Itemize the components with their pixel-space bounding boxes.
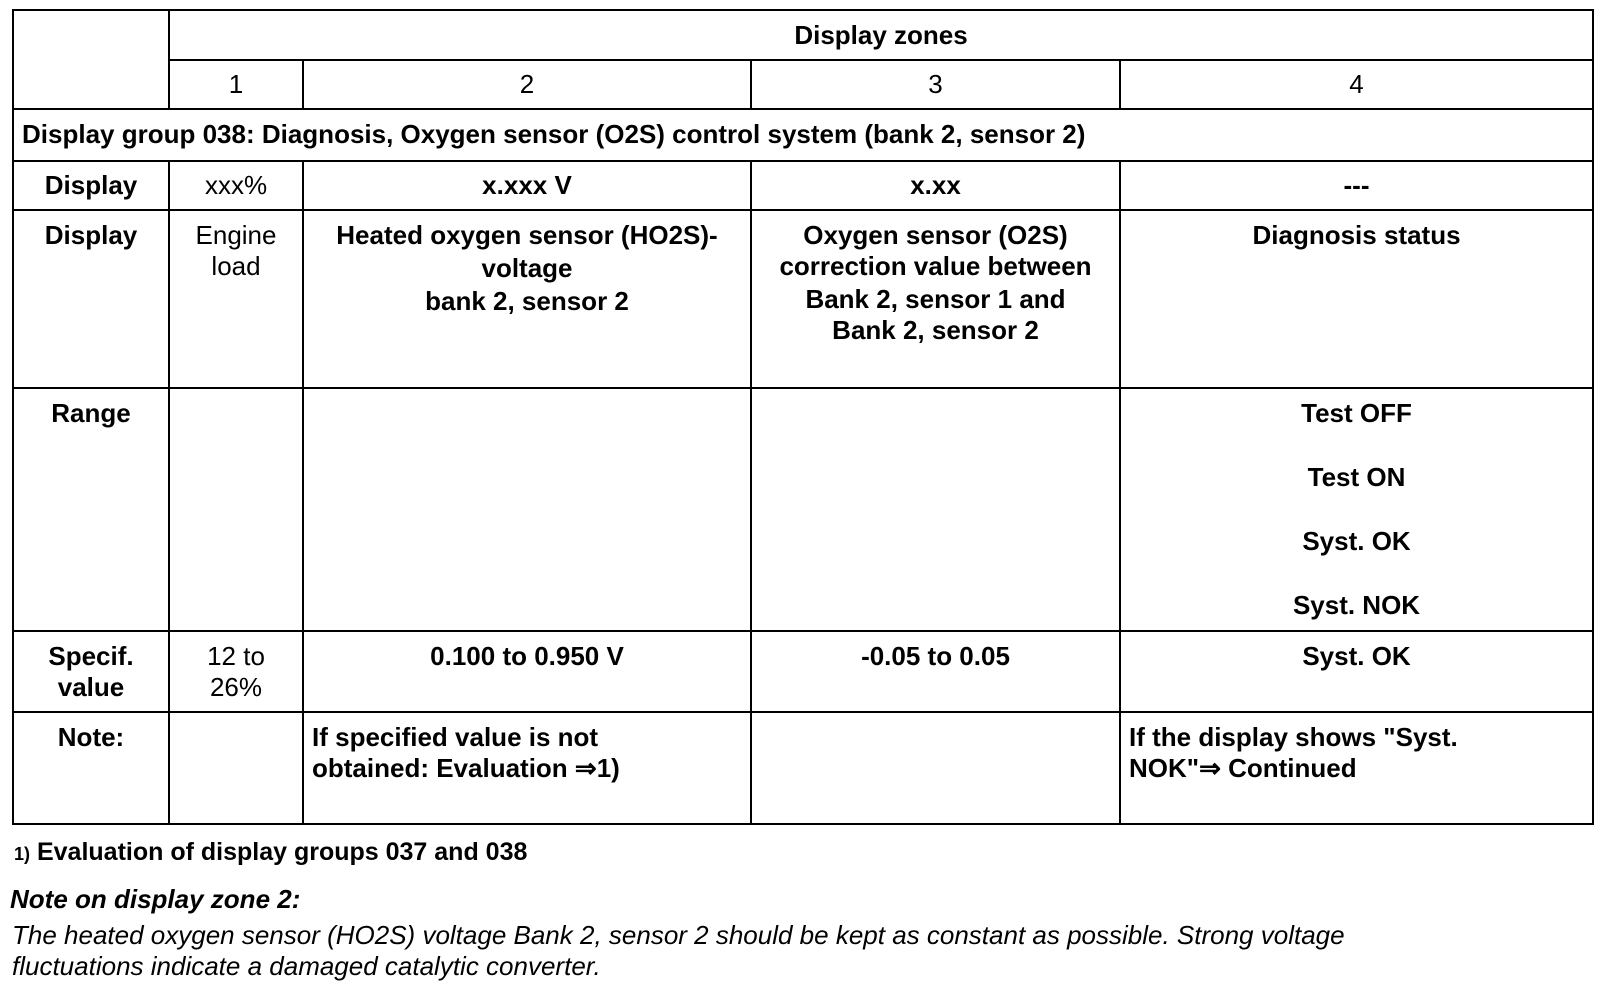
zone1-range: [169, 388, 303, 631]
specif-label-line1: Specif.: [48, 641, 134, 671]
zone1-specif-line2: 26%: [209, 672, 263, 702]
zone4-format: ---: [1120, 161, 1593, 210]
zone3-specif: -0.05 to 0.05: [751, 631, 1120, 712]
zone-number-4: 4: [1120, 60, 1593, 109]
zone2-range: [303, 388, 751, 631]
display-zones-table: [12, 9, 1594, 825]
zone-number-2: 2: [303, 60, 751, 109]
zone1-desc: [169, 210, 303, 388]
note-zone2-title: Note on display zone 2:: [10, 884, 301, 914]
zone2-note: [303, 712, 751, 824]
footnote-mark: 1): [14, 844, 31, 864]
specif-label-line2: value: [57, 672, 125, 702]
zone2-desc-line1: Heated oxygen sensor (HO2S)-: [336, 220, 718, 250]
zone4-range: [1120, 388, 1593, 631]
empty-corner-cell: [13, 10, 169, 109]
zone2-note-line2: obtained: Evaluation ⇒1): [312, 753, 620, 783]
zone3-format: x.xx: [751, 161, 1120, 210]
range-test-on: Test ON: [1307, 462, 1406, 492]
zone2-desc-line3: bank 2, sensor 2: [425, 286, 629, 316]
zone2-desc: [303, 210, 751, 388]
zone3-desc-line4: Bank 2, sensor 2: [832, 315, 1039, 345]
zone1-desc-line2: load: [211, 251, 261, 281]
zone4-note: [1120, 712, 1593, 824]
zone1-specif-line1: 12 to: [207, 641, 265, 671]
range-syst-ok: Syst. OK: [1302, 526, 1411, 556]
zone4-note-line2: NOK"⇒ Continued: [1129, 753, 1357, 783]
zone1-note: [169, 712, 303, 824]
zone4-specif: Syst. OK: [1120, 631, 1593, 712]
zone3-desc-line2: correction value between: [779, 251, 1092, 281]
display-group-title: Display group 038: Diagnosis, Oxygen sensor (O2S) control system (bank 2, sensor 2): [13, 109, 1593, 161]
zone3-note: [751, 712, 1120, 824]
footnote: [14, 838, 527, 867]
zone3-desc-line1: Oxygen sensor (O2S): [803, 220, 1068, 250]
zone2-format: x.xxx V: [303, 161, 751, 210]
footnote-text: Evaluation of display groups 037 and 038: [36, 838, 528, 866]
zone1-desc-line1: Engine: [195, 220, 277, 250]
row-label-range: Range: [13, 388, 169, 631]
zone2-note-line1: If specified value is not: [312, 722, 599, 752]
zone2-desc-line2: voltage: [481, 253, 573, 283]
zone-number-1: 1: [169, 60, 303, 109]
row-label-specif: [13, 631, 169, 712]
row-label-display-desc: Display: [13, 210, 169, 388]
zone2-specif: 0.100 to 0.950 V: [303, 631, 751, 712]
note-zone2-line2: fluctuations indicate a damaged catalytic converter.: [12, 951, 601, 981]
range-syst-nok: Syst. NOK: [1292, 590, 1421, 620]
zone3-range: [751, 388, 1120, 631]
zone-number-3: 3: [751, 60, 1120, 109]
zone3-desc-line3: Bank 2, sensor 1 and: [805, 284, 1066, 314]
zone4-note-line1: If the display shows "Syst.: [1129, 722, 1458, 752]
display-zones-header: Display zones: [169, 10, 1593, 60]
zone1-format: xxx%: [169, 161, 303, 210]
zone4-desc: Diagnosis status: [1120, 210, 1593, 388]
zone1-specif: [169, 631, 303, 712]
range-test-off: Test OFF: [1301, 398, 1412, 428]
zone3-desc: [751, 210, 1120, 388]
note-zone2-body: [12, 920, 1512, 982]
note-zone2-line1: The heated oxygen sensor (HO2S) voltage Bank 2, sensor 2 should be kept as constant as possible. Strong voltage: [12, 920, 1345, 950]
row-label-display-format: Display: [13, 161, 169, 210]
row-label-note: Note:: [13, 712, 169, 824]
